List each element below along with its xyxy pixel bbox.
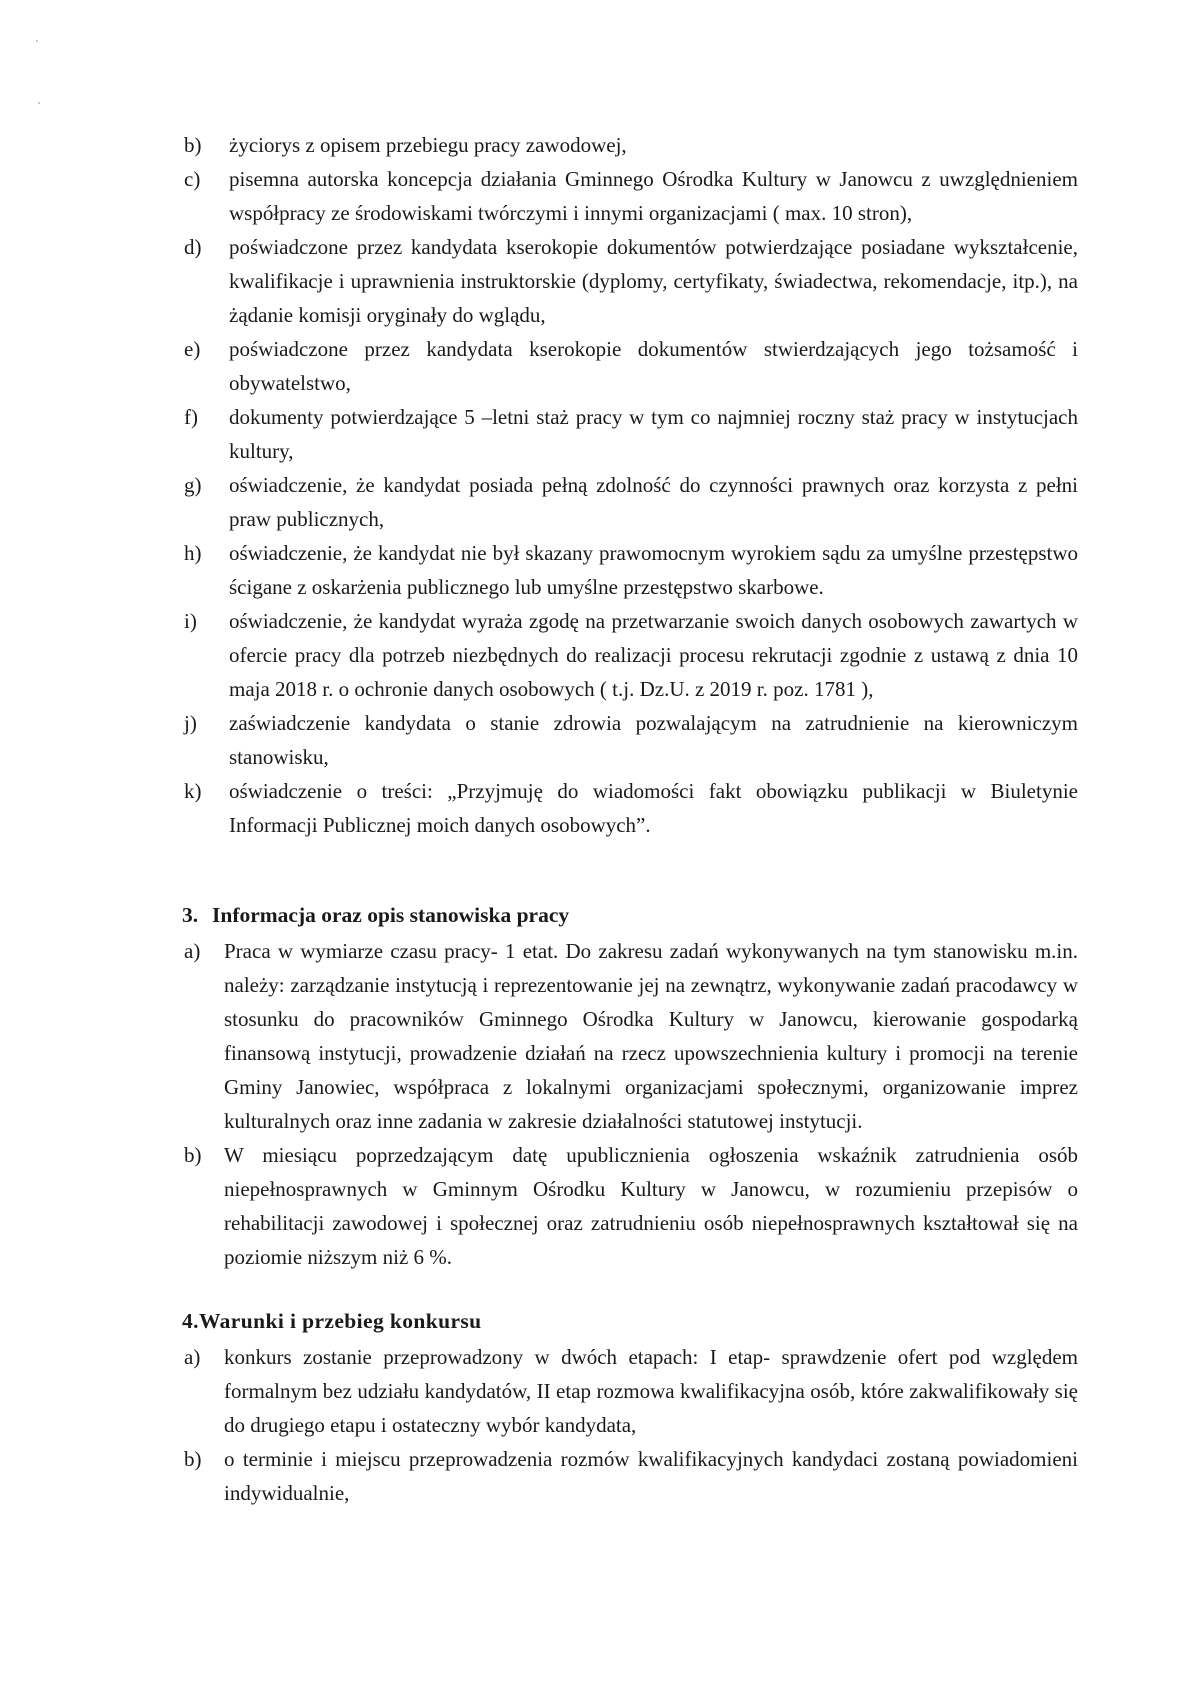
list-item (184, 468, 1078, 536)
section-title: Informacja oraz opis stanowiska pracy (212, 903, 570, 927)
document-body (182, 128, 1078, 1510)
list-marker: j) (184, 711, 197, 735)
list-marker: e) (184, 337, 201, 361)
list-marker: i) (184, 609, 197, 633)
list-marker: d) (184, 235, 202, 259)
list-item (184, 1138, 1078, 1274)
section-title: Warunki i przebieg konkursu (198, 1309, 482, 1333)
list-marker: b) (184, 1143, 202, 1167)
list-item-text: poświadczone przez kandydata kserokopie dokumentów potwierdzające posiadane wykształcenie, kwalifikacje i uprawnienia instruktorskie (dyplomy, certyfikaty, świadectwa, rekomendacje, itp.), na żądanie komisji oryginały do wglądu, (229, 235, 1078, 327)
section-heading (182, 1304, 1078, 1338)
list-item-text: poświadczone przez kandydata kserokopie dokumentów stwierdzających jego tożsamość i obywatelstwo, (229, 337, 1078, 395)
scan-speck (38, 102, 40, 104)
list-item-text: Praca w wymiarze czasu pracy- 1 etat. Do zakresu zadań wykonywanych na tym stanowisku m.in. należy: zarządzanie instytucją i reprezentowanie jej na zewnątrz, wykonywanie zadań pracodawcy w stosunku do pracowników Gminnego Ośrodka Kultury w Janowcu, kierowanie gospodarką finansową instytucji, prowadzenie działań na rzecz upowszechnienia kultury i promocji na terenie Gminy Janowiec, współpraca z lokalnymi organizacjami społecznymi, organizowanie imprez kulturalnych oraz inne zadania w zakresie działalności statutowej instytucji. (224, 939, 1078, 1133)
list-item (184, 1442, 1078, 1510)
list-item (184, 128, 1078, 162)
list-item-text: oświadczenie, że kandydat posiada pełną zdolność do czynności prawnych oraz korzysta z pełni praw publicznych, (229, 473, 1078, 531)
list-marker: a) (184, 1345, 201, 1369)
list-item (184, 162, 1078, 230)
list-marker: b) (184, 1447, 202, 1471)
list-item (184, 332, 1078, 400)
list-marker: h) (184, 541, 202, 565)
list-item-text: dokumenty potwierdzające 5 –letni staż pracy w tym co najmniej roczny staż pracy w instytucjach kultury, (229, 405, 1078, 463)
list-item-text: zaświadczenie kandydata o stanie zdrowia pozwalającym na zatrudnienie na kierowniczym stanowisku, (229, 711, 1078, 769)
list-item-text: oświadczenie o treści: „Przyjmuję do wiadomości fakt obowiązku publikacji w Biuletynie Informacji Publicznej moich danych osobowych”. (229, 779, 1078, 837)
list-item-text: życiorys z opisem przebiegu pracy zawodowej, (229, 133, 627, 157)
list-item (184, 706, 1078, 774)
list-marker: g) (184, 473, 202, 497)
list-item (184, 1340, 1078, 1442)
list-marker: c) (184, 167, 201, 191)
scan-speck (36, 40, 38, 42)
list-marker: a) (184, 939, 201, 963)
list-marker: f) (184, 405, 198, 429)
list-item (184, 400, 1078, 468)
list-item-text: oświadczenie, że kandydat wyraża zgodę na przetwarzanie swoich danych osobowych zawartych w ofercie pracy dla potrzeb niezbędnych do realizacji procesu rekrutacji zgodnie z ustawą z dnia 10 maja 2018 r. o ochronie danych osobowych ( t.j. Dz.U. z 2019 r. poz. 1781 ), (229, 609, 1078, 701)
list-item-text: oświadczenie, że kandydat nie był skazany prawomocnym wyrokiem sądu za umyślne przestępstwo ścigane z oskarżenia publicznego lub umyślne przestępstwo skarbowe. (229, 541, 1078, 599)
list-marker: b) (184, 133, 202, 157)
section-heading (182, 898, 1078, 932)
list-item-text: W miesiącu poprzedzającym datę upublicznienia ogłoszenia wskaźnik zatrudnienia osób niepełnosprawnych w Gminnym Ośrodku Kultury w Janowcu, w rozumieniu przepisów o rehabilitacji zawodowej i społecznej oraz zatrudnieniu osób niepełnosprawnych kształtował się na poziomie niższym niż 6 %. (224, 1143, 1078, 1269)
list-item-text: konkurs zostanie przeprowadzony w dwóch etapach: I etap- sprawdzenie ofert pod względem formalnym bez udziału kandydatów, II etap rozmowa kwalifikacyjna osób, które zakwalifikowały się do drugiego etapu i ostateczny wybór kandydata, (224, 1345, 1078, 1437)
section-4-list (182, 1340, 1078, 1510)
list-item (184, 774, 1078, 842)
section-number: 4. (182, 1309, 199, 1333)
requirements-list (182, 128, 1078, 842)
list-item (184, 230, 1078, 332)
list-marker: k) (184, 779, 202, 803)
list-item (184, 604, 1078, 706)
section-number: 3. (182, 903, 199, 927)
list-item-text: pisemna autorska koncepcja działania Gminnego Ośrodka Kultury w Janowcu z uwzględnieniem współpracy ze środowiskami twórczymi i innymi organizacjami ( max. 10 stron), (229, 167, 1078, 225)
list-item (184, 536, 1078, 604)
list-item (184, 934, 1078, 1138)
section-3-list (182, 934, 1078, 1274)
list-item-text: o terminie i miejscu przeprowadzenia rozmów kwalifikacyjnych kandydaci zostaną powiadomieni indywidualnie, (224, 1447, 1078, 1505)
